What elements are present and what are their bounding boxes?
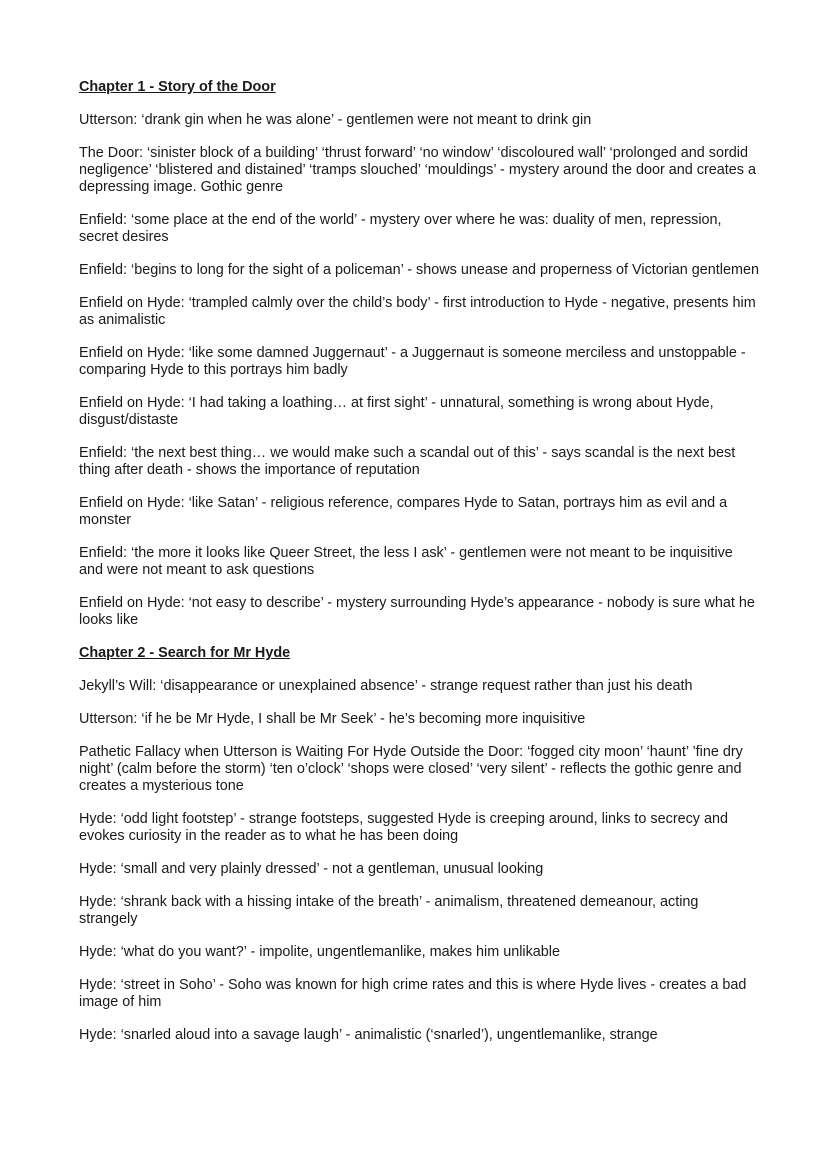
ch1-note-utterson-gin: Utterson: ‘drank gin when he was alone’ - gentlemen were not meant to drink gin	[79, 112, 592, 128]
chapter-1-heading: Chapter 1 - Story of the Door	[79, 79, 276, 95]
ch2-note-hyde-snarled: Hyde: ‘snarled aloud into a savage laugh’ - animalistic (‘snarled’), ungentlemanlike, strange	[79, 1027, 658, 1043]
ch1-note-hyde-juggernaut: Enfield on Hyde: ‘like some damned Juggernaut’ - a Juggernaut is someone merciless and unstoppable - comparing Hyde to this portrays him badly	[79, 345, 746, 378]
ch2-note-pathetic-fallacy: Pathetic Fallacy when Utterson is Waiting For Hyde Outside the Door: ‘fogged city moon’ ‘haunt’ ’fine dry night’ (calm before the storm) ‘ten o’clock’ ‘shops were closed’ ‘very silent’ - reflects the gothic genre and creates a mysterious tone	[79, 744, 743, 794]
ch2-note-hyde-plainly-dressed: Hyde: ‘small and very plainly dressed’ - not a gentleman, unusual looking	[79, 861, 544, 877]
ch1-note-hyde-loathing: Enfield on Hyde: ‘I had taking a loathing… at first sight’ - unnatural, something is wrong about Hyde, disgust/distaste	[79, 395, 714, 428]
ch2-note-hyde-soho: Hyde: ‘street in Soho’ - Soho was known for high crime rates and this is where Hyde lives - creates a bad image of him	[79, 977, 747, 1010]
ch1-note-enfield-policeman: Enfield: ‘begins to long for the sight of a policeman’ - shows unease and properness of Victorian gentlemen	[79, 262, 759, 278]
chapter-2-heading: Chapter 2 - Search for Mr Hyde	[79, 645, 291, 661]
ch1-note-enfield-queer-street: Enfield: ‘the more it looks like Queer Street, the less I ask’ - gentlemen were not meant to be inquisitive and were not meant to ask questions	[79, 545, 733, 578]
ch1-note-hyde-describe: Enfield on Hyde: ‘not easy to describe’ - mystery surrounding Hyde’s appearance - nobody is sure what he looks like	[79, 595, 755, 628]
ch2-note-hyde-hissing: Hyde: ‘shrank back with a hissing intake of the breath’ - animalism, threatened demeanour, acting strangely	[79, 894, 699, 927]
ch1-note-enfield-scandal: Enfield: ‘the next best thing… we would make such a scandal out of this’ - says scandal is the next best thing after death - shows the importance of reputation	[79, 445, 736, 478]
ch1-note-the-door: The Door: ‘sinister block of a building’ ‘thrust forward’ ‘no window’ ‘discoloured wall’ ‘prolonged and sordid negligence’ ‘blistered and distained’ ‘tramps slouched’ ‘mouldings’ - mystery around the door and creates a depressing image. Gothic genre	[79, 145, 756, 195]
ch1-note-hyde-trampled: Enfield on Hyde: ‘trampled calmly over the child’s body’ - first introduction to Hyde - negative, presents him as animalistic	[79, 295, 756, 328]
ch1-note-hyde-satan: Enfield on Hyde: ‘like Satan’ - religious reference, compares Hyde to Satan, portrays him as evil and a monster	[79, 495, 728, 528]
ch1-note-enfield-end-of-world: Enfield: ‘some place at the end of the world’ - mystery over where he was: duality of men, repression, secret desires	[79, 212, 722, 245]
ch2-note-hyde-what-want: Hyde: ‘what do you want?’ - impolite, ungentlemanlike, makes him unlikable	[79, 944, 560, 960]
ch2-note-jekyll-will: Jekyll’s Will: ‘disappearance or unexplained absence’ - strange request rather than just his death	[79, 678, 693, 694]
ch2-note-utterson-seek: Utterson: ‘if he be Mr Hyde, I shall be Mr Seek’ - he’s becoming more inquisitive	[79, 711, 586, 727]
ch2-note-hyde-footstep: Hyde: ‘odd light footstep’ - strange footsteps, suggested Hyde is creeping around, links to secrecy and evokes curiosity in the reader as to what he has been doing	[79, 811, 729, 844]
document-page	[79, 79, 759, 1060]
